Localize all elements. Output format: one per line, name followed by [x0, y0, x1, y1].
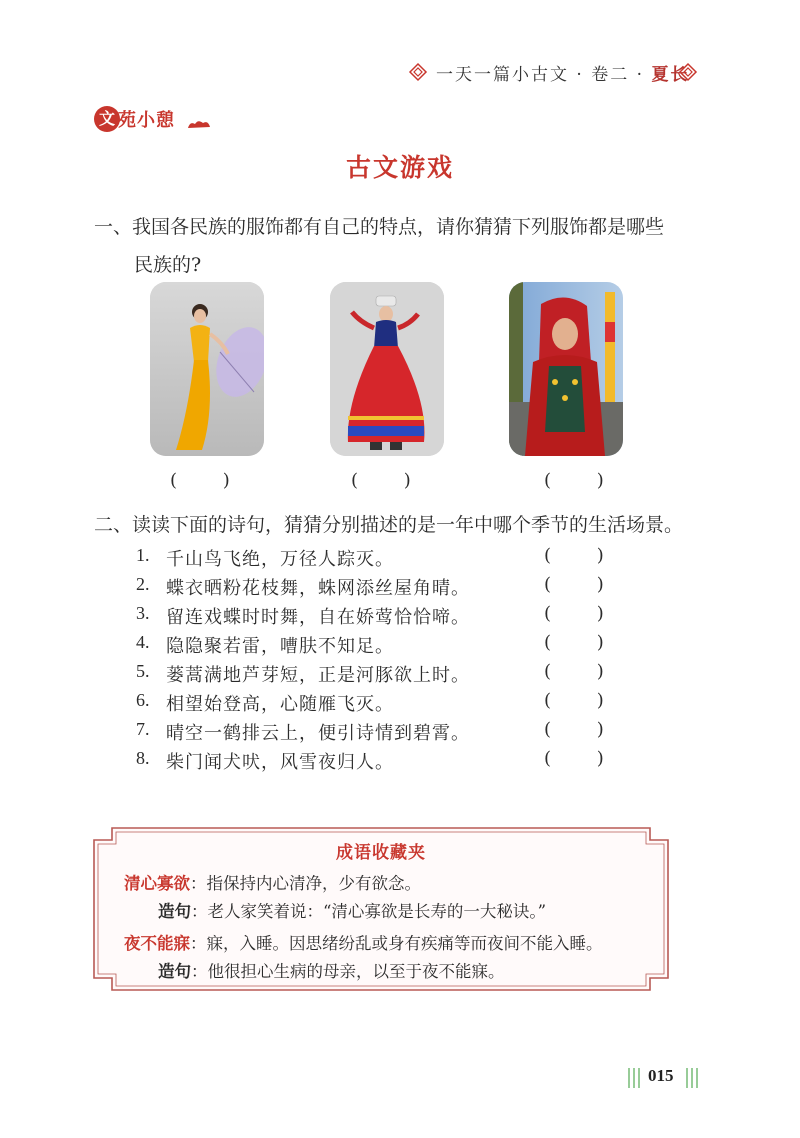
page-ornament-icon	[684, 1068, 700, 1088]
poem-item	[136, 603, 616, 631]
poem-line: 隐隐聚若雷，嘈肤不知足。	[166, 636, 394, 657]
section-badge: 文	[94, 106, 120, 132]
idiom-collection-box	[92, 826, 670, 992]
poem-item	[136, 719, 616, 747]
example-label: 造句	[158, 902, 191, 921]
item-number: 4.	[136, 632, 150, 652]
idiom-entry	[124, 930, 603, 954]
cloud-ornament-icon	[186, 118, 212, 130]
poem-item	[136, 748, 616, 776]
idiom-entry	[124, 870, 421, 894]
idiom-term: 清心寡欲	[124, 874, 190, 893]
example-label: 造句	[158, 962, 191, 981]
item-number: 7.	[136, 719, 150, 739]
poem-line: 蝶衣晒粉花枝舞，蛛网添丝屋角晴。	[166, 578, 470, 599]
idiom-definition: ：寐，入睡。因思绪纷乱或身有疾痛等而夜间不能入睡。	[190, 934, 603, 953]
woman-yellow-dress-parasol-photo	[150, 282, 264, 456]
running-title: 一天一篇小古文 · 卷二 ·	[436, 65, 652, 85]
answer-blank[interactable]: ( )	[544, 603, 604, 624]
scroll-ornament-icon	[408, 62, 428, 82]
answer-blank[interactable]: ( )	[544, 661, 604, 682]
item-number: 2.	[136, 574, 150, 594]
page-number	[626, 1064, 706, 1090]
example-sentence: ：他很担心生病的母亲，以至于夜不能寐。	[191, 962, 505, 981]
idiom-term: 夜不能寐	[124, 934, 190, 953]
box-title: 成语收藏夹	[336, 843, 426, 863]
woman-red-dress-headdress-photo	[330, 282, 444, 456]
poem-item	[136, 632, 616, 660]
example-sentence: ：老人家笑着说：“清心寡欲是长寿的一大秘诀。”	[191, 902, 547, 921]
running-header	[408, 56, 698, 88]
poem-line: 晴空一鹤排云上，便引诗情到碧霄。	[166, 723, 470, 744]
item-number: 5.	[136, 661, 150, 681]
poem-item	[136, 661, 616, 689]
poem-line: 柴门闻犬吠，风雪夜归人。	[166, 752, 394, 773]
scroll-ornament-icon	[678, 62, 698, 82]
idiom-definition: ：指保持内心清净，少有欲念。	[190, 874, 421, 893]
item-number: 1.	[136, 545, 150, 565]
page-ornament-icon	[626, 1068, 642, 1088]
section-label-text: 苑小憩	[118, 110, 175, 131]
idiom-example	[158, 898, 546, 922]
poem-line: 留连戏蝶时时舞，自在娇莺恰恰啼。	[166, 607, 470, 628]
item-number: 6.	[136, 690, 150, 710]
answer-blank[interactable]: ( )	[544, 470, 604, 491]
poem-line: 千山鸟飞绝，万径人踪灭。	[166, 549, 394, 570]
poem-line: 蒌蒿满地芦芽短，正是河豚欲上时。	[166, 665, 470, 686]
answer-blank[interactable]: ( )	[544, 690, 604, 711]
answer-blank[interactable]: ( )	[170, 470, 230, 491]
answer-blank[interactable]: ( )	[544, 632, 604, 653]
item-number: 3.	[136, 603, 150, 623]
answer-blank[interactable]: ( )	[544, 719, 604, 740]
section-label	[94, 104, 234, 138]
poem-item	[136, 574, 616, 602]
item-number: 8.	[136, 748, 150, 768]
answer-blank[interactable]: ( )	[544, 574, 604, 595]
answer-blank[interactable]: ( )	[544, 748, 604, 769]
poem-item	[136, 690, 616, 718]
poem-line: 相望始登高，心随雁飞灭。	[166, 694, 394, 715]
answer-blank[interactable]: ( )	[351, 470, 411, 491]
page-title: 古文游戏	[345, 153, 454, 182]
answer-blank[interactable]: ( )	[544, 545, 604, 566]
poem-item	[136, 545, 616, 573]
season-label: 夏长	[651, 65, 690, 85]
question-1-text: 一、我国各民族的服饰都有自己的特点，请你猜猜下列服饰都是哪些	[94, 216, 665, 238]
question-1-text-cont: 民族的?	[134, 254, 202, 276]
woman-red-robe-headscarf-photo	[509, 282, 623, 456]
page-number-text: 015	[648, 1066, 674, 1085]
idiom-example	[158, 958, 505, 982]
question-2-text: 二、读读下面的诗句，猜猜分别描述的是一年中哪个季节的生活场景。	[94, 514, 684, 536]
